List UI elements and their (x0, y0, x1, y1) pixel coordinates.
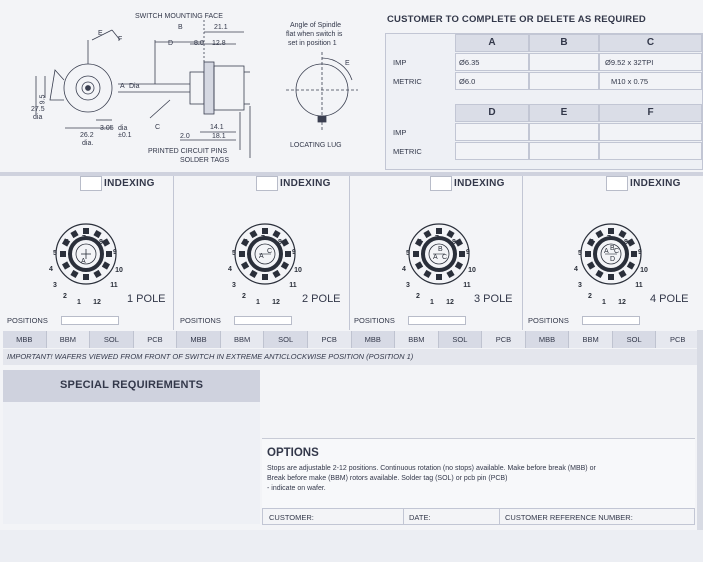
wafer-number-6: 6 (244, 239, 248, 246)
wafer-number-10: 10 (640, 267, 648, 274)
wafer-number-4: 4 (574, 266, 578, 273)
wafer-number-9: 9 (466, 249, 470, 256)
contact-pad (585, 251, 591, 257)
contact-pad (239, 251, 245, 257)
wafer-number-8: 8 (99, 239, 103, 246)
dim-tol-label: ±0.1 (118, 132, 132, 139)
cell-imp-d[interactable] (455, 123, 529, 141)
wafer-number-4: 4 (228, 266, 232, 273)
rotor-option-sol[interactable]: SOL (264, 331, 308, 348)
contact-pad (262, 228, 268, 234)
contact-pad (423, 270, 431, 278)
rotor-option-pcb[interactable]: PCB (482, 331, 526, 348)
wafer-number-11: 11 (110, 282, 118, 289)
contact-pad (423, 230, 431, 238)
contact-pad (272, 230, 280, 238)
rotor-letter-b: B (438, 246, 443, 253)
contact-pad (627, 238, 635, 246)
contact-pad (595, 270, 603, 278)
reference-field[interactable]: CUSTOMER REFERENCE NUMBER: (505, 513, 633, 522)
wafer-number-12: 12 (93, 299, 101, 306)
cell-metric-f[interactable] (599, 142, 702, 160)
wafer-number-5: 5 (53, 250, 57, 257)
contact-pad (83, 274, 89, 280)
contact-pad (93, 230, 101, 238)
contact-pad (436, 274, 442, 280)
rotor-option-bbm[interactable]: BBM (47, 331, 91, 348)
contact-pad (608, 274, 614, 280)
wafer-number-3: 3 (578, 282, 582, 289)
page-right-edge (697, 330, 703, 530)
dim-262-dia-label: dia. (82, 140, 94, 147)
contact-pad (587, 261, 595, 269)
date-field[interactable]: DATE: (409, 513, 431, 522)
dim-275-dia-label: dia (33, 114, 43, 121)
contact-pad (455, 238, 463, 246)
wafer-svg-1 (31, 206, 141, 306)
switch-body (214, 66, 244, 110)
page-bottom-margin (0, 530, 703, 562)
contact-pad (262, 274, 268, 280)
rotor-option-bbm[interactable]: BBM (221, 331, 265, 348)
wafer-number-12: 12 (446, 299, 454, 306)
options-line-3: - indicate on wafer. (267, 485, 326, 492)
dim-f-label: F (118, 36, 123, 43)
dim-128-label: 12.8 (212, 40, 226, 47)
front-view-lug (50, 70, 64, 100)
front-view-hub (86, 86, 91, 91)
contact-pad (446, 270, 454, 278)
wafer-number-5: 5 (406, 250, 410, 257)
contact-pad (618, 230, 626, 238)
contact-pad (455, 261, 463, 269)
options-box (262, 438, 695, 509)
col-e-header: E (560, 107, 568, 118)
contact-pad (618, 270, 626, 278)
indexing-box-1[interactable] (80, 176, 102, 191)
wafer-number-7: 7 (82, 235, 86, 242)
dim-181-label: 18.1 (212, 133, 226, 140)
wafer-number-1: 1 (602, 299, 606, 306)
special-requirements-header (3, 370, 260, 402)
locating-lug (318, 116, 326, 122)
wafer-number-5: 5 (578, 250, 582, 257)
wafer-number-2: 2 (416, 293, 420, 300)
wafer-number-4: 4 (49, 266, 53, 273)
cell-imp-f[interactable] (599, 123, 702, 141)
col-f-header: F (647, 107, 654, 118)
wafer-number-6: 6 (65, 239, 69, 246)
customer-table-title: CUSTOMER TO COMPLETE OR DELETE AS REQUIRED (387, 14, 646, 25)
indexing-box-2[interactable] (256, 176, 278, 191)
rotor-option-bbm[interactable]: BBM (569, 331, 613, 348)
wafer-number-6: 6 (418, 239, 422, 246)
pole-label-1: 1 POLE (127, 293, 166, 305)
row-imp-c[interactable]: Ø9.52 x 32TPI (605, 58, 654, 67)
footer-fields (262, 508, 695, 525)
wafer-number-11: 11 (463, 282, 471, 289)
cell-metric-e[interactable] (529, 142, 599, 160)
rotor-option-mbb[interactable]: MBB (526, 331, 570, 348)
dim-c-label: C (155, 124, 161, 131)
col-d-header: D (488, 107, 496, 118)
options-line-1: Stops are adjustable 2-12 positions. Continuous rotation (no stops) available. Make before break (MBB) or (267, 465, 596, 472)
special-requirements-title: SPECIAL REQUIREMENTS (60, 379, 204, 391)
indexing-label-2: INDEXING (280, 178, 331, 189)
spindle-note-3: set in position 1 (288, 40, 337, 47)
contact-pad (627, 261, 635, 269)
angle-e-label: E (345, 60, 350, 67)
row-metric-label-2: METRIC (393, 147, 422, 156)
wafer-number-3: 3 (232, 282, 236, 289)
pole-label-4: 4 POLE (650, 293, 689, 305)
switch-mounting-face-label: SWITCH MOUNTING FACE (135, 13, 223, 20)
locating-lug-label: LOCATING LUG (290, 142, 342, 149)
options-line-2: Break before make (BBM) rotors available. Solder tag (SOL) or pcb pin (PCB) (267, 475, 508, 482)
rotor-letter-c: C (442, 254, 448, 261)
rotor-options-row (3, 331, 700, 348)
rotor-option-bbm[interactable]: BBM (395, 331, 439, 348)
contact-pad (608, 228, 614, 234)
wafer-svg-4 (556, 206, 666, 306)
indexing-label-4: INDEXING (630, 178, 681, 189)
dim-305-label: 3.05 (100, 125, 114, 132)
dim-275-label: 27.5 (31, 106, 45, 113)
rotor-option-mbb[interactable]: MBB (177, 331, 221, 348)
dim-20-label: 2.0 (180, 133, 190, 140)
wafer-svg-2 (210, 206, 320, 306)
wafer-number-7: 7 (261, 235, 265, 242)
contact-pad (106, 251, 112, 257)
wafer-number-12: 12 (272, 299, 280, 306)
rotor-option-sol[interactable]: SOL (439, 331, 483, 348)
rotor-option-mbb[interactable]: MBB (352, 331, 396, 348)
rotor-option-pcb[interactable]: PCB (308, 331, 352, 348)
dim-141-label: 14.1 (210, 124, 224, 131)
wafer-number-9: 9 (292, 249, 296, 256)
contact-pad (281, 238, 289, 246)
contact-pad (459, 251, 465, 257)
contact-pad (446, 230, 454, 238)
contact-pad (272, 270, 280, 278)
wafer-number-2: 2 (588, 293, 592, 300)
row-imp-label-2: IMP (393, 128, 407, 137)
pole-label-3: 3 POLE (474, 293, 513, 305)
wafer-number-10: 10 (115, 267, 123, 274)
customer-table (385, 8, 703, 168)
contact-pad (60, 251, 66, 257)
indexing-box-3[interactable] (430, 176, 452, 191)
wafer-number-9: 9 (638, 249, 642, 256)
wafer-number-11: 11 (289, 282, 297, 289)
contact-pad (413, 251, 419, 257)
dim-a-label: A (120, 83, 125, 90)
special-requirements-right[interactable] (260, 370, 695, 438)
contact-pad (436, 228, 442, 234)
dim-262-label: 26.2 (80, 132, 94, 139)
contact-pad (285, 251, 291, 257)
row-metric-a[interactable]: Ø6.0 (459, 77, 476, 86)
dim-8-label: 8.0 (194, 40, 204, 47)
wafer-number-10: 10 (294, 267, 302, 274)
important-note: IMPORTANT! WAFERS VIEWED FROM FRONT OF SWITCH IN EXTREME ANTICLOCKWISE POSITION (POSITION 1) (7, 352, 414, 361)
rotor-option-sol[interactable]: SOL (613, 331, 657, 348)
important-note-bar (3, 349, 700, 365)
contact-pad (281, 261, 289, 269)
wafer-number-12: 12 (618, 299, 626, 306)
wafer-number-3: 3 (53, 282, 57, 289)
spindle-note-2: flat when switch is (286, 31, 343, 38)
wafer-number-10: 10 (468, 267, 476, 274)
col-a-header: A (488, 37, 496, 48)
rotor-letter-a: A (604, 248, 609, 255)
dim-e-label: E (98, 30, 103, 37)
row-metric-label: METRIC (393, 77, 422, 86)
spindle-note-1: Angle of Spindle (290, 22, 341, 29)
wafer-number-2: 2 (242, 293, 246, 300)
contact-pad (415, 261, 423, 269)
bush (190, 72, 204, 104)
positions-input-4[interactable] (582, 316, 640, 325)
wafer-number-8: 8 (278, 239, 282, 246)
cell-metric-d[interactable] (455, 142, 529, 160)
positions-input-1[interactable] (61, 316, 119, 325)
contact-pad (249, 270, 257, 278)
contact-pad (93, 270, 101, 278)
contact-pad (241, 261, 249, 269)
positions-input-2[interactable] (234, 316, 292, 325)
printed-pins-label: PRINTED CIRCUIT PINS (148, 148, 228, 155)
positions-label-3: POSITIONS (354, 316, 395, 325)
wafer-number-3: 3 (406, 282, 410, 289)
contact-pad (83, 228, 89, 234)
rotor-letter-a: A (259, 253, 264, 260)
dim-dia-ref-label: Dia (129, 83, 140, 90)
wafer-number-6: 6 (590, 239, 594, 246)
rotor-letter-c: C (267, 248, 273, 255)
dim-305-dia-label: dia (118, 125, 128, 132)
indexing-box-4[interactable] (606, 176, 628, 191)
cell-imp-e[interactable] (529, 123, 599, 141)
row-metric-c[interactable]: M10 x 0.75 (611, 77, 649, 86)
contact-pad (631, 251, 637, 257)
positions-input-3[interactable] (408, 316, 466, 325)
special-requirements-area[interactable] (3, 402, 260, 524)
rotor-letter-c: C (614, 248, 620, 255)
dim-95-label: 9.5 (39, 94, 47, 105)
wafer-number-2: 2 (63, 293, 67, 300)
wafer-number-1: 1 (256, 299, 260, 306)
wafer-svg-3 (384, 206, 494, 306)
row-imp-a[interactable]: Ø6.35 (459, 58, 480, 67)
rotor-letter-a: A (81, 258, 86, 265)
wafer-number-7: 7 (435, 235, 439, 242)
col-b-header: B (560, 37, 568, 48)
positions-label-4: POSITIONS (528, 316, 569, 325)
wafer-panel-4 (524, 176, 700, 330)
options-title: OPTIONS (267, 447, 319, 459)
indexing-label-1: INDEXING (104, 178, 155, 189)
positions-label-2: POSITIONS (180, 316, 221, 325)
rotor-option-pcb[interactable]: PCB (656, 331, 700, 348)
wafer-number-7: 7 (607, 235, 611, 242)
dim-211-label: 21.1 (214, 24, 228, 31)
wafer-number-8: 8 (624, 239, 628, 246)
customer-field[interactable]: CUSTOMER: (269, 513, 314, 522)
wafer-number-11: 11 (635, 282, 643, 289)
wafer-number-5: 5 (232, 250, 236, 257)
dim-d-label: D (168, 40, 174, 47)
wafer-number-8: 8 (452, 239, 456, 246)
rotor-option-mbb[interactable]: MBB (3, 331, 47, 348)
contact-pad (595, 230, 603, 238)
rotor-letter-b: B (610, 245, 615, 252)
wafer-panel-2 (176, 176, 350, 330)
wafer-number-1: 1 (430, 299, 434, 306)
dim-c-leader (150, 100, 170, 118)
col-c-header: C (646, 37, 655, 48)
contact-pad (70, 230, 78, 238)
contact-pad (102, 238, 110, 246)
rotor-option-pcb[interactable]: PCB (134, 331, 178, 348)
mounting-plate (204, 62, 214, 114)
rotor-letter-a: A (433, 254, 438, 261)
contact-pad (249, 230, 257, 238)
wafer-number-1: 1 (77, 299, 81, 306)
contact-pad (102, 261, 110, 269)
pole-label-2: 2 POLE (302, 293, 341, 305)
dim-b-label: B (178, 24, 183, 31)
mechanical-drawing (0, 0, 385, 172)
contact-pad (62, 261, 70, 269)
rotor-option-sol[interactable]: SOL (90, 331, 134, 348)
wafer-number-4: 4 (402, 266, 406, 273)
indexing-label-3: INDEXING (454, 178, 505, 189)
positions-label-1: POSITIONS (7, 316, 48, 325)
rotor-letter-d: D (610, 256, 616, 263)
wafer-number-9: 9 (113, 249, 117, 256)
wafer-panel-3 (350, 176, 523, 330)
contact-pad (70, 270, 78, 278)
row-imp-label: IMP (393, 58, 407, 67)
solder-tags-label: SOLDER TAGS (180, 157, 230, 164)
wafer-panel-1 (3, 176, 174, 330)
